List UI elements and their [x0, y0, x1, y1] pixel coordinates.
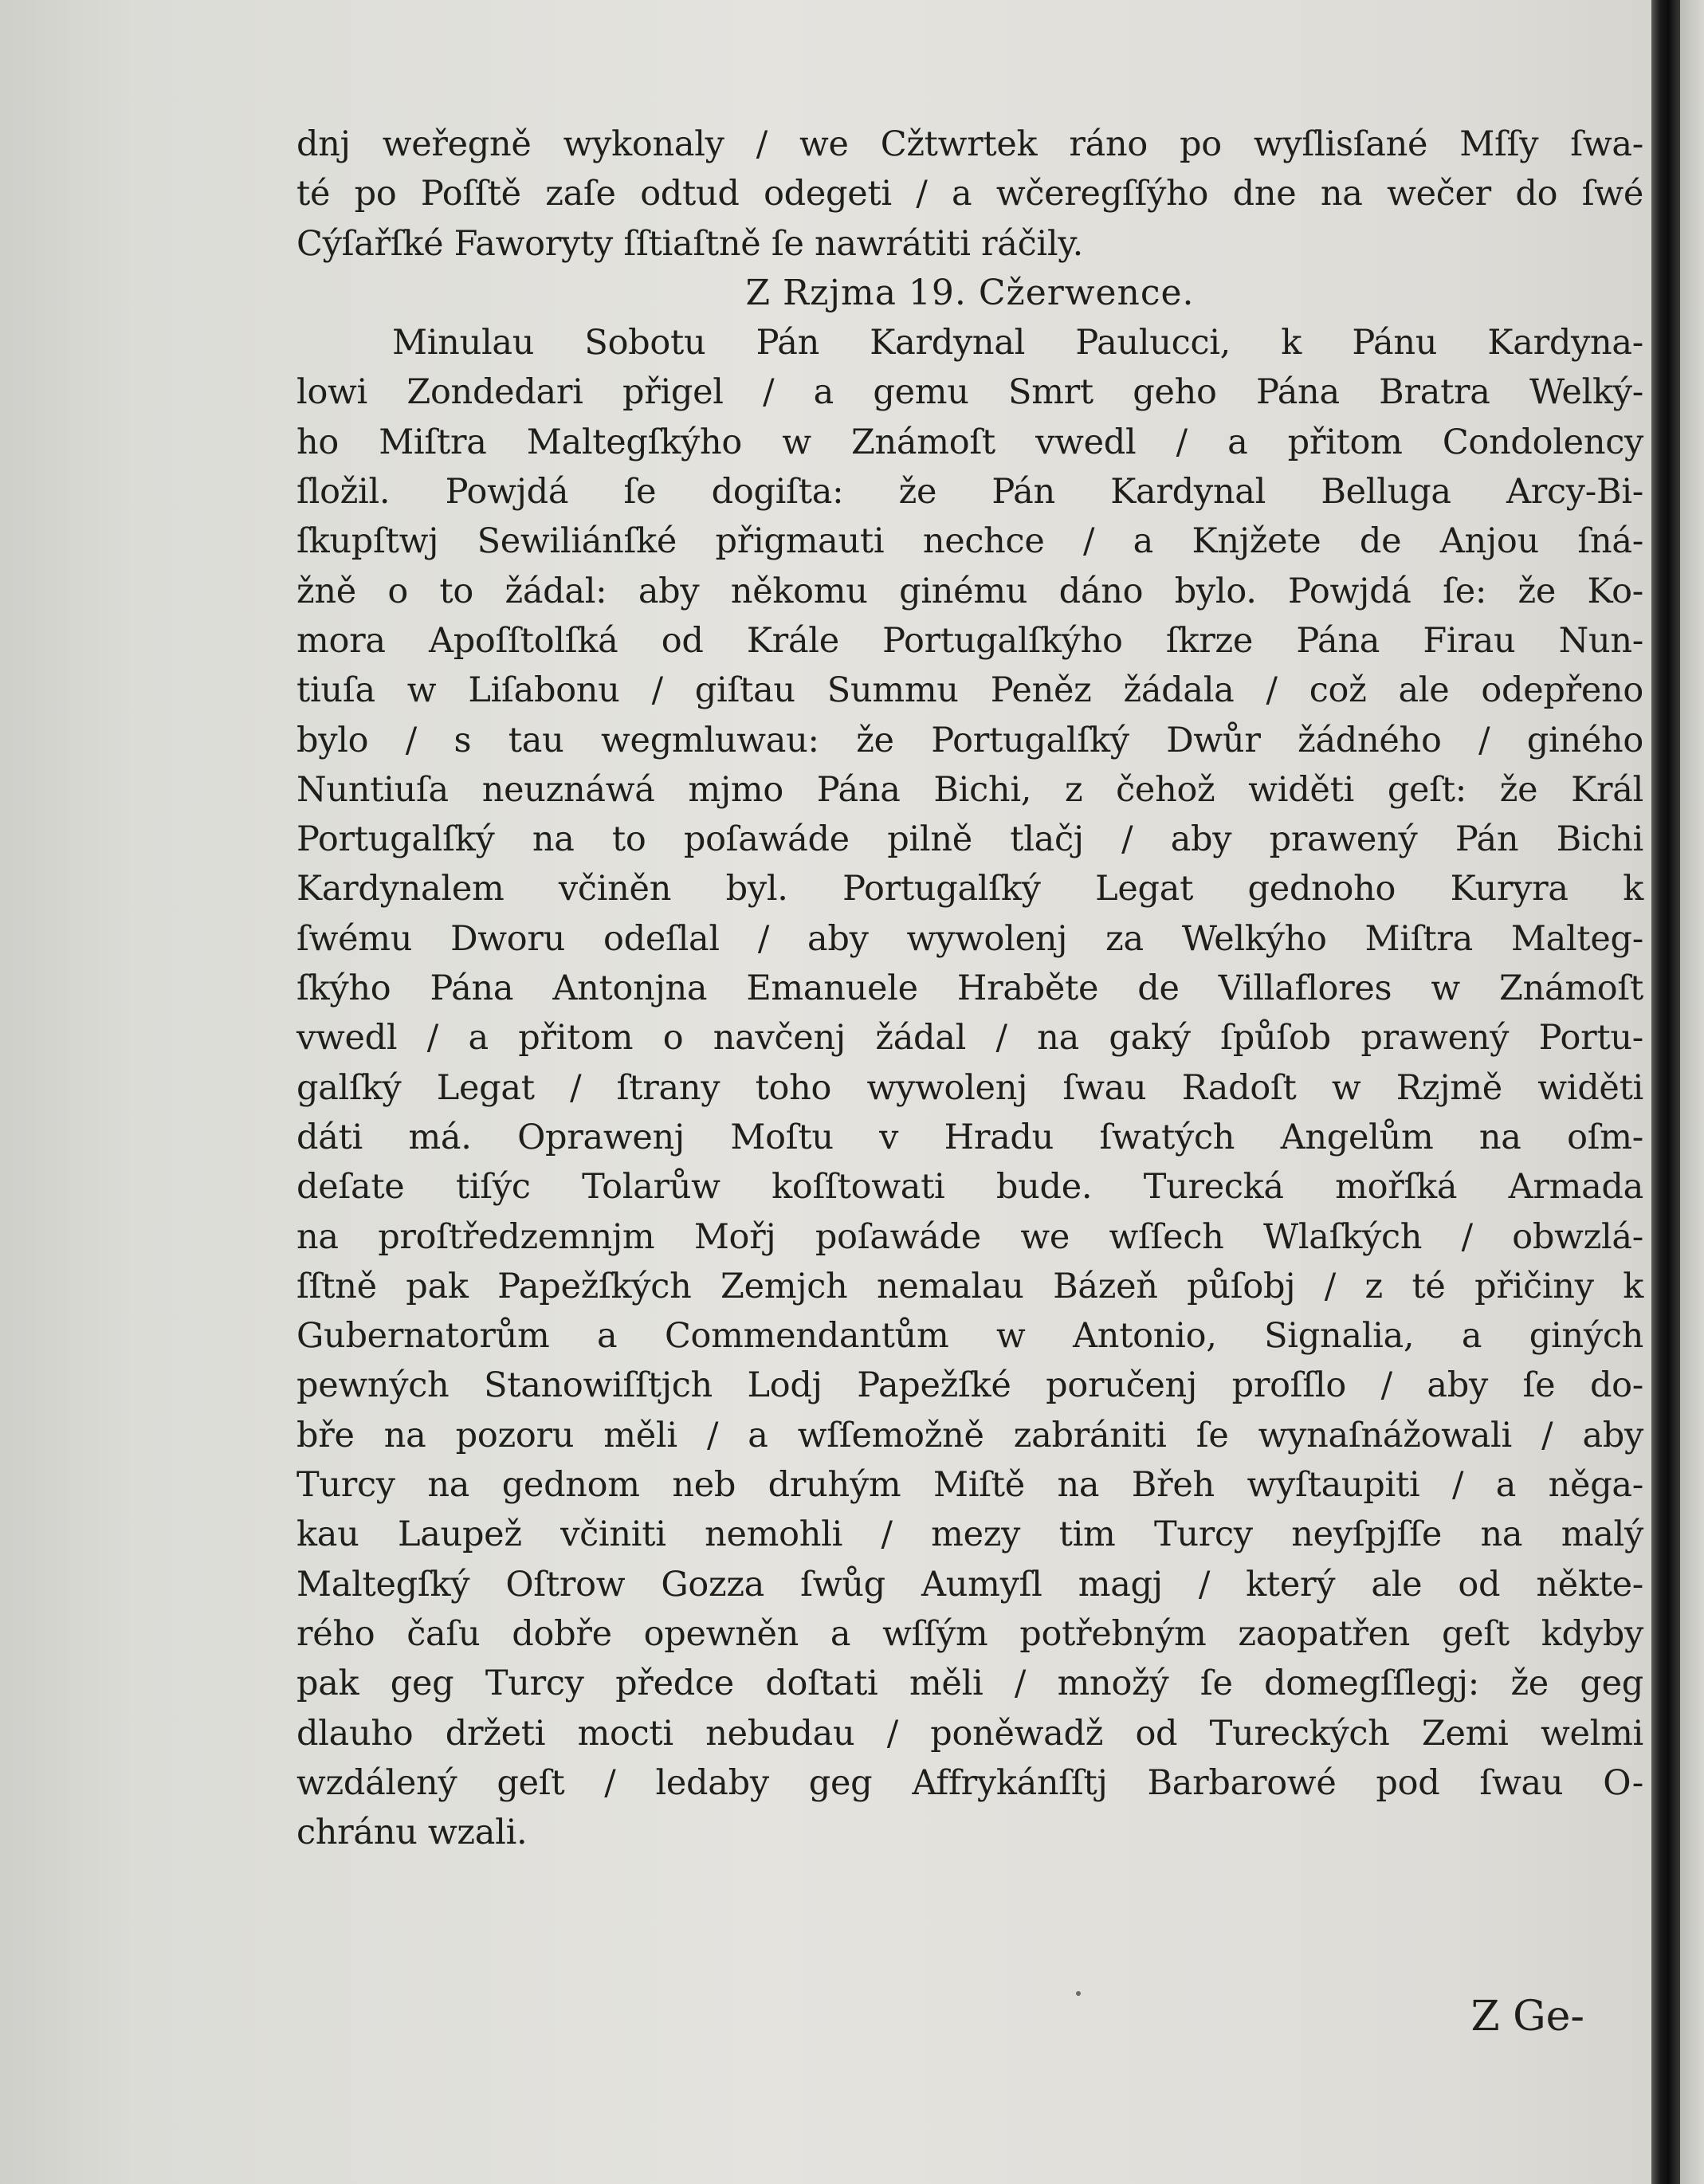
text-line: bře na pozoru měli / a wſſemožně zabrániti ſe wynaſnážowali / aby	[296, 1415, 1643, 1455]
text-line: deſate tiſýc Tolarůw koſſtowati bude. Turecká mořſká Armada	[296, 1167, 1643, 1208]
text-line: galſký Legat / ſtrany toho wywolenj ſwau Radoſt w Rzjmě widěti	[296, 1067, 1643, 1108]
text-line: dnj weřegně wykonaly / we Cžtwrtek ráno po wyſlisſané Mſſy ſwa-	[296, 124, 1643, 164]
text-line: Minulau Sobotu Pán Kardynal Paulucci, k Pánu Kardyna-	[392, 323, 1643, 363]
text-line: Portugalſký na to poſawáde pilně tlačj / aby prawený Pán Bichi	[296, 819, 1643, 860]
text-block	[296, 120, 1643, 1857]
text-line: vwedl / a přitom o navčenj žádal / na gaký ſpůſob prawený Portu-	[296, 1018, 1643, 1059]
catchword: Z Ge-	[1470, 1993, 1584, 2041]
text-line: ſložil. Powjdá ſe dogiſta: že Pán Kardynal Belluga Arcy-Bi-	[296, 472, 1643, 513]
text-line: Kardynalem včiněn byl. Portugalſký Legat gednoho Kuryra k	[296, 869, 1643, 909]
text-line: Gubernatorům a Commendantům w Antonio, Signalia, a giných	[296, 1316, 1643, 1357]
text-line: ho Miſtra Maltegſkýho w Známoſt vwedl / a přitom Condolency	[296, 422, 1643, 462]
page-edge	[1680, 0, 1704, 2184]
ink-speck	[1076, 1991, 1081, 1996]
text-line: dáti má. Oprawenj Moſtu v Hradu ſwatých Angelům na oſm-	[296, 1117, 1643, 1157]
text-line: kau Laupež včiniti nemohli / mezy tim Turcy neyſpjſſe na malý	[296, 1514, 1643, 1555]
text-line: ſſtně pak Papežſkých Zemjch nemalau Bázeň půſobj / z té přičiny k	[296, 1266, 1643, 1306]
text-line: ſkýho Pána Antonjna Emanuele Hraběte de Villaflores w Známoſt	[296, 968, 1643, 1009]
text-line: pak geg Turcy předce doſtati měli / množý ſe domegſſlegj: že geg	[296, 1664, 1643, 1704]
text-line: rého čaſu dobře opewněn a wſſým potřebným zaopatřen geſt kdyby	[296, 1613, 1643, 1654]
text-line: lowi Zondedari přigel / a gemu Smrt geho Pána Bratra Welký-	[296, 372, 1643, 413]
text-line: Cýſařſké Faworyty ſſtiaſtně ſe nawrátiti ráčily.	[296, 223, 1083, 264]
text-line: žně o to žádal: aby někomu ginému dáno bylo. Powjdá ſe: že Ko-	[296, 571, 1643, 611]
text-line: Turcy na gednom neb druhým Miſtě na Břeh wyſtaupiti / a něga-	[296, 1465, 1643, 1506]
text-line: dlauho držeti mocti nebudau / poněwadž od Tureckých Zemi welmi	[296, 1713, 1643, 1754]
dateline-heading: Z Rzjma 19. Cžerwence.	[745, 272, 1195, 313]
text-line: wzdálený geſt / ledaby geg Affrykánſſtj Barbarowé pod ſwau O-	[296, 1762, 1643, 1803]
text-line: Nuntiuſa neuznáwá mjmo Pána Bichi, z čehož widěti geſt: že Král	[296, 769, 1643, 810]
text-line: ſkupſtwj Sewiliánſké přigmauti nechce / a Knjžete de Anjou ſná-	[296, 521, 1643, 562]
text-line: té po Poſſtě zaſe odtud odegeti / a wčeregſſýho dne na wečer do ſwé	[296, 174, 1643, 214]
book-spine	[1651, 0, 1680, 2184]
text-line: chránu wzali.	[296, 1813, 528, 1853]
text-line: ſwému Dworu odeſlal / aby wywolenj za Welkýho Miſtra Malteg-	[296, 918, 1643, 959]
text-line: bylo / s tau wegmluwau: že Portugalſký Dwůr žádného / giného	[296, 720, 1643, 760]
text-line: mora Apoſſtolſká od Krále Portugalſkýho ſkrze Pána Firau Nun-	[296, 620, 1643, 661]
text-line: Maltegſký Oſtrow Gozza ſwůg Aumyſl magj / který ale od někte-	[296, 1564, 1643, 1605]
text-line: na proſtředzemnjm Mořj poſawáde we wſſech Wlaſkých / obwzlá-	[296, 1216, 1643, 1257]
text-line: tiuſa w Liſabonu / giſtau Summu Peněz žádala / což ale odepřeno	[296, 670, 1643, 711]
text-line: pewných Stanowiſſtjch Lodj Papežſké poručenj proſſlo / aby ſe do-	[296, 1365, 1643, 1406]
